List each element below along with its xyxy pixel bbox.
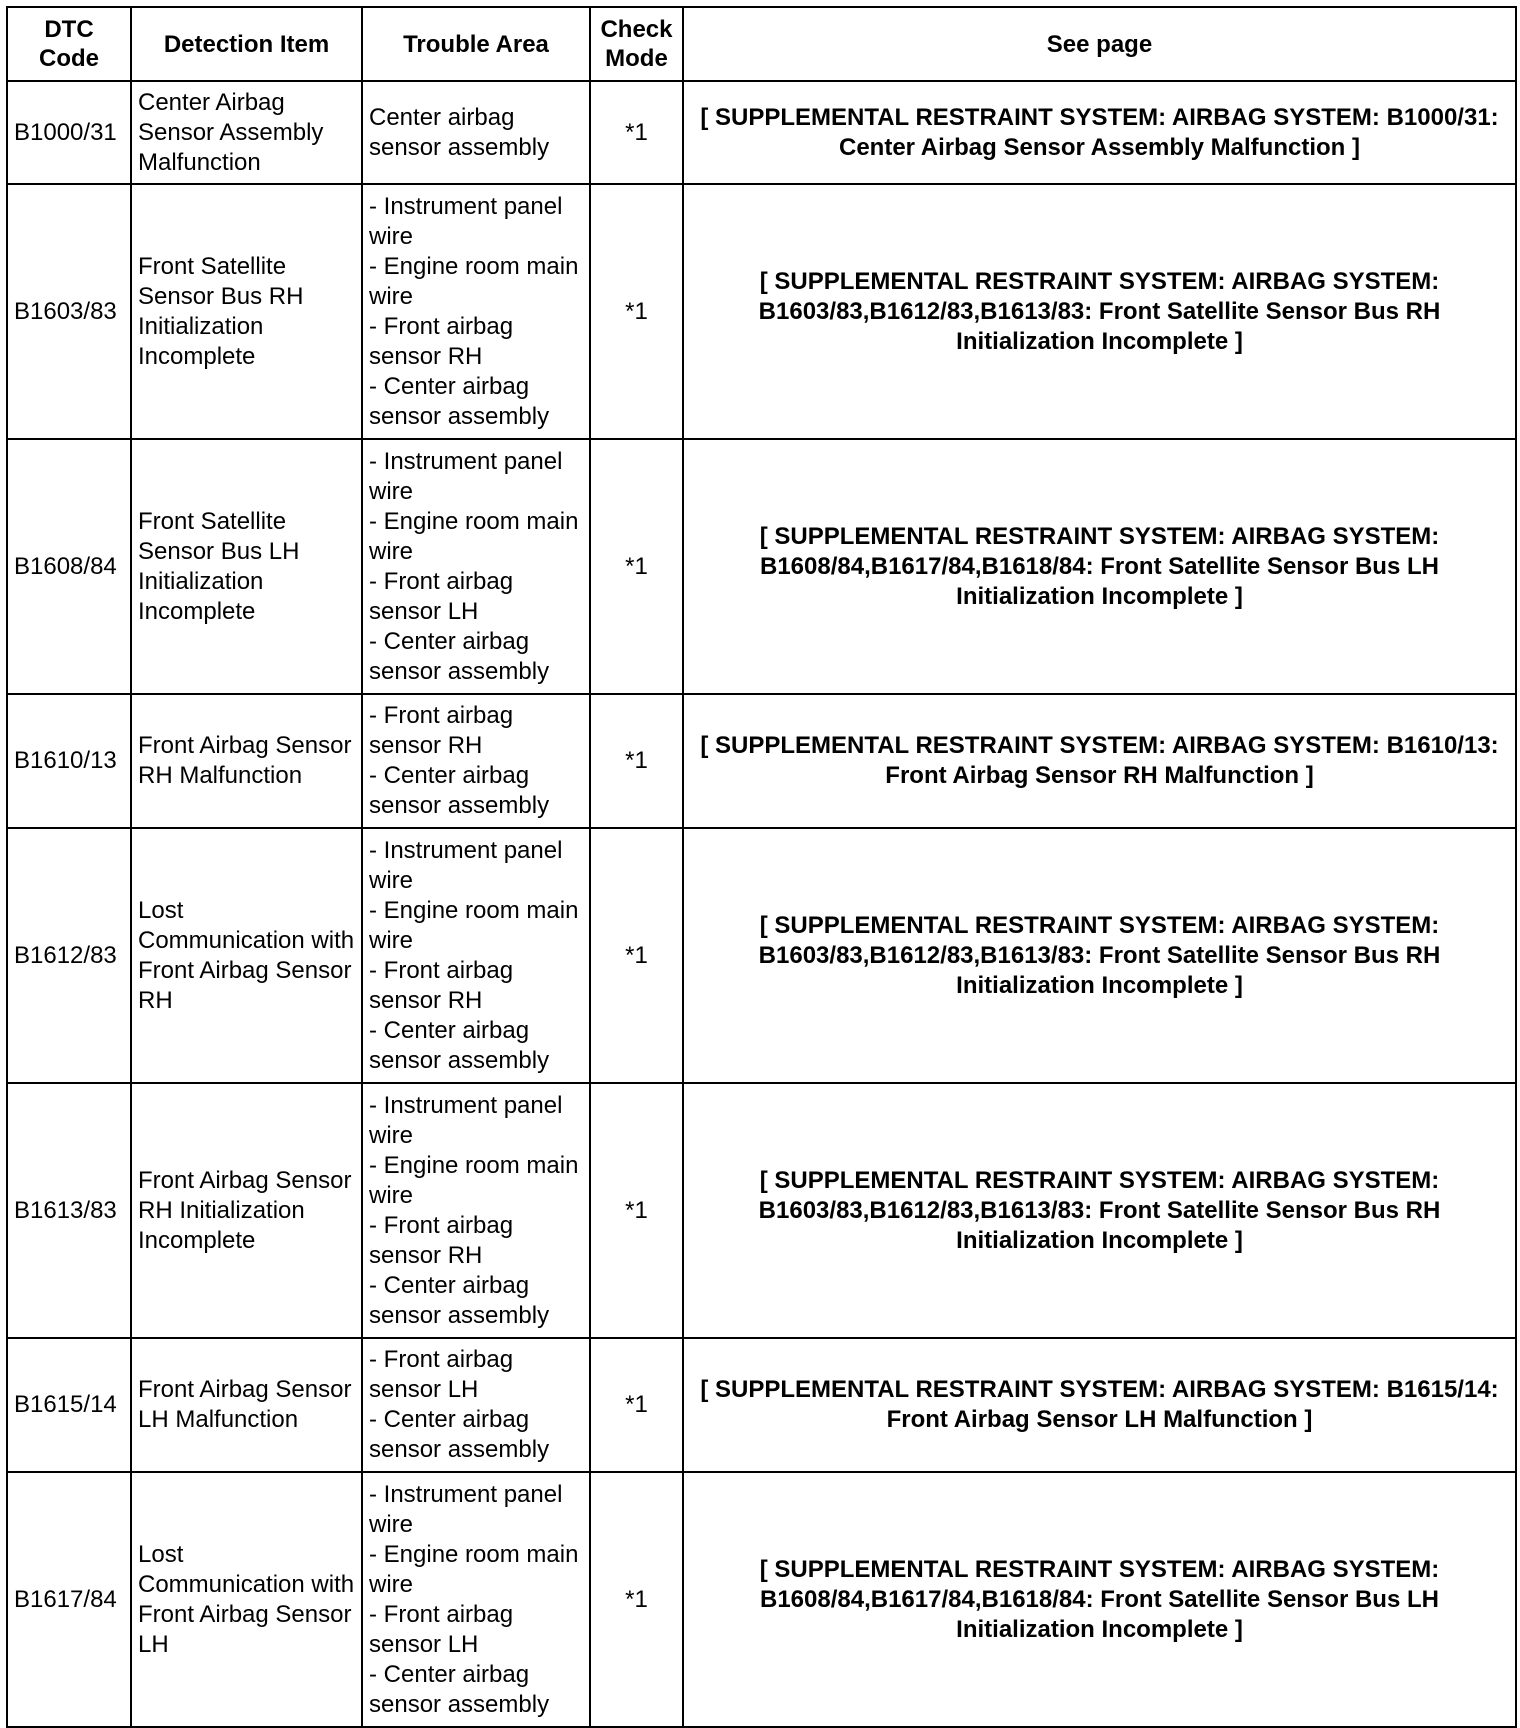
header-trouble-area: Trouble Area bbox=[362, 7, 590, 81]
trouble-area-line: - Engine room main wire bbox=[369, 896, 579, 954]
trouble-area-line: - Engine room main wire bbox=[369, 507, 579, 565]
table-body bbox=[7, 81, 1516, 1727]
check-mode-cell: *1 bbox=[590, 828, 683, 1083]
see-page-link: [ SUPPLEMENTAL RESTRAINT SYSTEM: AIRBAG SYSTEM: B1608/84,B1617/84,B1618/84: Front Satellite Sensor Bus LH Initialization Incomplete ] bbox=[683, 439, 1516, 694]
detection-item-cell: Front Airbag Sensor RH Initialization Incomplete bbox=[131, 1083, 362, 1338]
trouble-area-cell bbox=[362, 81, 590, 184]
see-page-link: [ SUPPLEMENTAL RESTRAINT SYSTEM: AIRBAG SYSTEM: B1603/83,B1612/83,B1613/83: Front Satellite Sensor Bus RH Initialization Incomplete ] bbox=[683, 828, 1516, 1083]
table-row bbox=[7, 1472, 1516, 1727]
header-check-mode-line2: Mode bbox=[605, 45, 668, 72]
trouble-area-cell bbox=[362, 184, 590, 439]
trouble-area-line: - Front airbag sensor LH bbox=[369, 567, 514, 625]
header-dtc-code-line2: Code bbox=[39, 45, 99, 72]
trouble-area-line: - Center airbag sensor assembly bbox=[369, 762, 550, 819]
trouble-area-cell bbox=[362, 1083, 590, 1338]
check-mode-cell: *1 bbox=[590, 1472, 683, 1727]
detection-item-cell: Front Airbag Sensor LH Malfunction bbox=[131, 1338, 362, 1472]
check-mode-cell: *1 bbox=[590, 439, 683, 694]
see-page-link: [ SUPPLEMENTAL RESTRAINT SYSTEM: AIRBAG SYSTEM: B1610/13: Front Airbag Sensor RH Malfunction ] bbox=[683, 694, 1516, 828]
check-mode-cell: *1 bbox=[590, 1338, 683, 1472]
table-row bbox=[7, 1083, 1516, 1338]
detection-item-cell: Center Airbag Sensor Assembly Malfunction bbox=[131, 81, 362, 184]
dtc-table-container bbox=[6, 6, 1517, 1728]
trouble-area-line: - Engine room main wire bbox=[369, 1151, 579, 1209]
trouble-area-line: - Engine room main wire bbox=[369, 1540, 579, 1598]
trouble-area-line: - Instrument panel wire bbox=[369, 836, 563, 894]
trouble-area-line: - Center airbag sensor assembly bbox=[369, 1016, 550, 1074]
table-row bbox=[7, 828, 1516, 1083]
detection-item-cell: Lost Communication with Front Airbag Sensor RH bbox=[131, 828, 362, 1083]
table-header-row bbox=[7, 7, 1516, 81]
trouble-area-line: - Center airbag sensor assembly bbox=[369, 1660, 550, 1718]
check-mode-cell: *1 bbox=[590, 1083, 683, 1338]
header-detection-item: Detection Item bbox=[131, 7, 362, 81]
trouble-area-cell bbox=[362, 828, 590, 1083]
trouble-area-cell bbox=[362, 1472, 590, 1727]
detection-item-cell: Lost Communication with Front Airbag Sensor LH bbox=[131, 1472, 362, 1727]
trouble-area-line: - Center airbag sensor assembly bbox=[369, 1271, 550, 1329]
trouble-area-line: - Front airbag sensor RH bbox=[369, 312, 514, 370]
trouble-area-line: - Center airbag sensor assembly bbox=[369, 1406, 550, 1463]
see-page-link: [ SUPPLEMENTAL RESTRAINT SYSTEM: AIRBAG SYSTEM: B1608/84,B1617/84,B1618/84: Front Satellite Sensor Bus LH Initialization Incomplete ] bbox=[683, 1472, 1516, 1727]
trouble-area-cell bbox=[362, 439, 590, 694]
check-mode-cell: *1 bbox=[590, 184, 683, 439]
dtc-code-cell: B1613/83 bbox=[7, 1083, 131, 1338]
trouble-area-line: - Front airbag sensor RH bbox=[369, 702, 514, 759]
dtc-code-cell: B1615/14 bbox=[7, 1338, 131, 1472]
trouble-area-line: - Center airbag sensor assembly bbox=[369, 372, 550, 430]
dtc-code-cell: B1000/31 bbox=[7, 81, 131, 184]
see-page-link: [ SUPPLEMENTAL RESTRAINT SYSTEM: AIRBAG SYSTEM: B1603/83,B1612/83,B1613/83: Front Satellite Sensor Bus RH Initialization Incomplete ] bbox=[683, 1083, 1516, 1338]
table-row bbox=[7, 1338, 1516, 1472]
dtc-code-cell: B1608/84 bbox=[7, 439, 131, 694]
detection-item-cell: Front Satellite Sensor Bus LH Initialization Incomplete bbox=[131, 439, 362, 694]
trouble-area-line: - Instrument panel wire bbox=[369, 192, 563, 250]
header-check-mode-line1: Check bbox=[600, 16, 673, 43]
trouble-area-line: - Engine room main wire bbox=[369, 252, 579, 310]
trouble-area-cell bbox=[362, 1338, 590, 1472]
trouble-area-line: - Front airbag sensor RH bbox=[369, 1211, 514, 1269]
see-page-link: [ SUPPLEMENTAL RESTRAINT SYSTEM: AIRBAG SYSTEM: B1603/83,B1612/83,B1613/83: Front Satellite Sensor Bus RH Initialization Incomplete ] bbox=[683, 184, 1516, 439]
dtc-code-cell: B1612/83 bbox=[7, 828, 131, 1083]
trouble-area-line: - Front airbag sensor RH bbox=[369, 956, 514, 1014]
header-check-mode bbox=[590, 7, 683, 81]
table-row bbox=[7, 439, 1516, 694]
see-page-link: [ SUPPLEMENTAL RESTRAINT SYSTEM: AIRBAG SYSTEM: B1000/31: Center Airbag Sensor Assembly Malfunction ] bbox=[683, 81, 1516, 184]
header-dtc-code-line1: DTC bbox=[44, 16, 94, 43]
dtc-table bbox=[6, 6, 1517, 1728]
trouble-area-line: - Instrument panel wire bbox=[369, 1480, 563, 1538]
trouble-area-line: - Instrument panel wire bbox=[369, 1091, 563, 1149]
dtc-code-cell: B1610/13 bbox=[7, 694, 131, 828]
header-dtc-code bbox=[7, 7, 131, 81]
trouble-area-line: - Front airbag sensor LH bbox=[369, 1346, 514, 1403]
dtc-code-cell: B1603/83 bbox=[7, 184, 131, 439]
detection-item-cell: Front Satellite Sensor Bus RH Initialization Incomplete bbox=[131, 184, 362, 439]
trouble-area-line: Center airbag sensor assembly bbox=[369, 103, 550, 161]
table-row bbox=[7, 81, 1516, 184]
trouble-area-line: - Front airbag sensor LH bbox=[369, 1600, 514, 1658]
check-mode-cell: *1 bbox=[590, 81, 683, 184]
trouble-area-cell bbox=[362, 694, 590, 828]
dtc-code-cell: B1617/84 bbox=[7, 1472, 131, 1727]
header-see-page: See page bbox=[683, 7, 1516, 81]
table-row bbox=[7, 694, 1516, 828]
see-page-link: [ SUPPLEMENTAL RESTRAINT SYSTEM: AIRBAG SYSTEM: B1615/14: Front Airbag Sensor LH Malfunction ] bbox=[683, 1338, 1516, 1472]
trouble-area-line: - Center airbag sensor assembly bbox=[369, 627, 550, 685]
check-mode-cell: *1 bbox=[590, 694, 683, 828]
trouble-area-line: - Instrument panel wire bbox=[369, 447, 563, 505]
detection-item-cell: Front Airbag Sensor RH Malfunction bbox=[131, 694, 362, 828]
table-row bbox=[7, 184, 1516, 439]
